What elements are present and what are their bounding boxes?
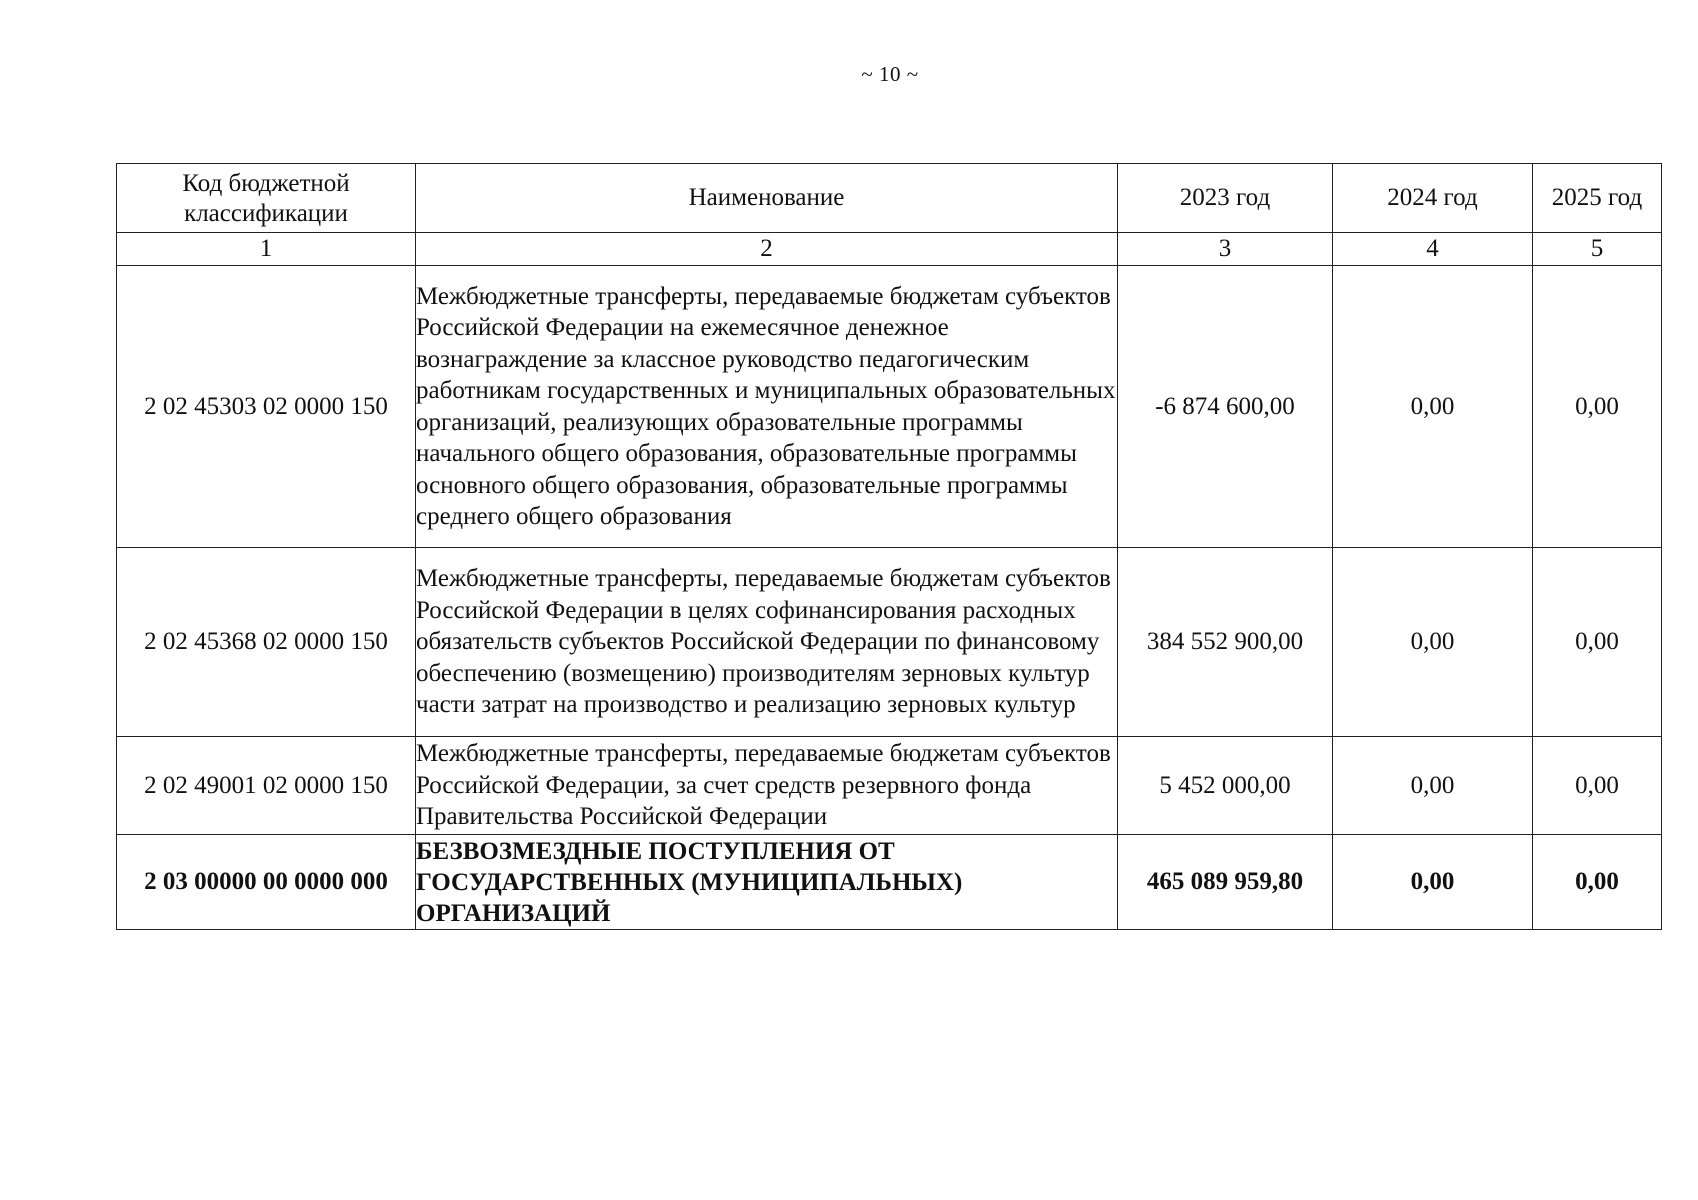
amount-2023: 465 089 959,80	[1118, 835, 1333, 930]
budget-code: 2 02 45303 02 0000 150	[117, 266, 416, 548]
amount-2025: 0,00	[1533, 835, 1662, 930]
table-row	[117, 266, 1662, 548]
item-name: Межбюджетные трансферты, передаваемые бюджетам субъектов Российской Федерации, за счет средств резервного фонда Правительства Российской Федерации	[416, 737, 1118, 835]
table-row	[117, 548, 1662, 737]
amount-2023: -6 874 600,00	[1118, 266, 1333, 548]
header-code: Код бюджетной классификации	[117, 164, 416, 233]
item-name: Межбюджетные трансферты, передаваемые бюджетам субъектов Российской Федерации в целях софинансирования расходных обязательств субъектов Российской Федерации по финансовому обеспечению (возмещению) производителям зерновых культур части затрат на производство и реализацию зерновых культур	[416, 548, 1118, 737]
amount-2024: 0,00	[1333, 737, 1533, 835]
item-name: БЕЗВОЗМЕЗДНЫЕ ПОСТУПЛЕНИЯ ОТ ГОСУДАРСТВЕННЫХ (МУНИЦИПАЛЬНЫХ) ОРГАНИЗАЦИЙ	[416, 835, 1118, 930]
column-number: 4	[1333, 233, 1533, 266]
table-row	[117, 737, 1662, 835]
header-2024: 2024 год	[1333, 164, 1533, 233]
column-number: 2	[416, 233, 1118, 266]
amount-2023: 5 452 000,00	[1118, 737, 1333, 835]
column-number-row	[117, 233, 1662, 266]
budget-table	[116, 163, 1662, 930]
budget-code: 2 03 00000 00 0000 000	[117, 835, 416, 930]
budget-code: 2 02 45368 02 0000 150	[117, 548, 416, 737]
amount-2023: 384 552 900,00	[1118, 548, 1333, 737]
item-name: Межбюджетные трансферты, передаваемые бюджетам субъектов Российской Федерации на ежемесячное денежное вознаграждение за классное руководство педагогическим работникам государственных и муниципальных образовательных организаций, реализующих образовательные программы начального общего образования, образовательные программы основного общего образования, образовательные программы среднего общего образования	[416, 266, 1118, 548]
column-number: 1	[117, 233, 416, 266]
page-number: ~ 10 ~	[861, 62, 919, 86]
budget-code: 2 02 49001 02 0000 150	[117, 737, 416, 835]
amount-2024: 0,00	[1333, 548, 1533, 737]
table-row-total	[117, 835, 1662, 930]
amount-2025: 0,00	[1533, 266, 1662, 548]
amount-2025: 0,00	[1533, 548, 1662, 737]
header-2025: 2025 год	[1533, 164, 1662, 233]
table-header-row	[117, 164, 1662, 233]
column-number: 5	[1533, 233, 1662, 266]
header-2023: 2023 год	[1118, 164, 1333, 233]
column-number: 3	[1118, 233, 1333, 266]
amount-2024: 0,00	[1333, 835, 1533, 930]
amount-2024: 0,00	[1333, 266, 1533, 548]
amount-2025: 0,00	[1533, 737, 1662, 835]
header-name: Наименование	[416, 164, 1118, 233]
